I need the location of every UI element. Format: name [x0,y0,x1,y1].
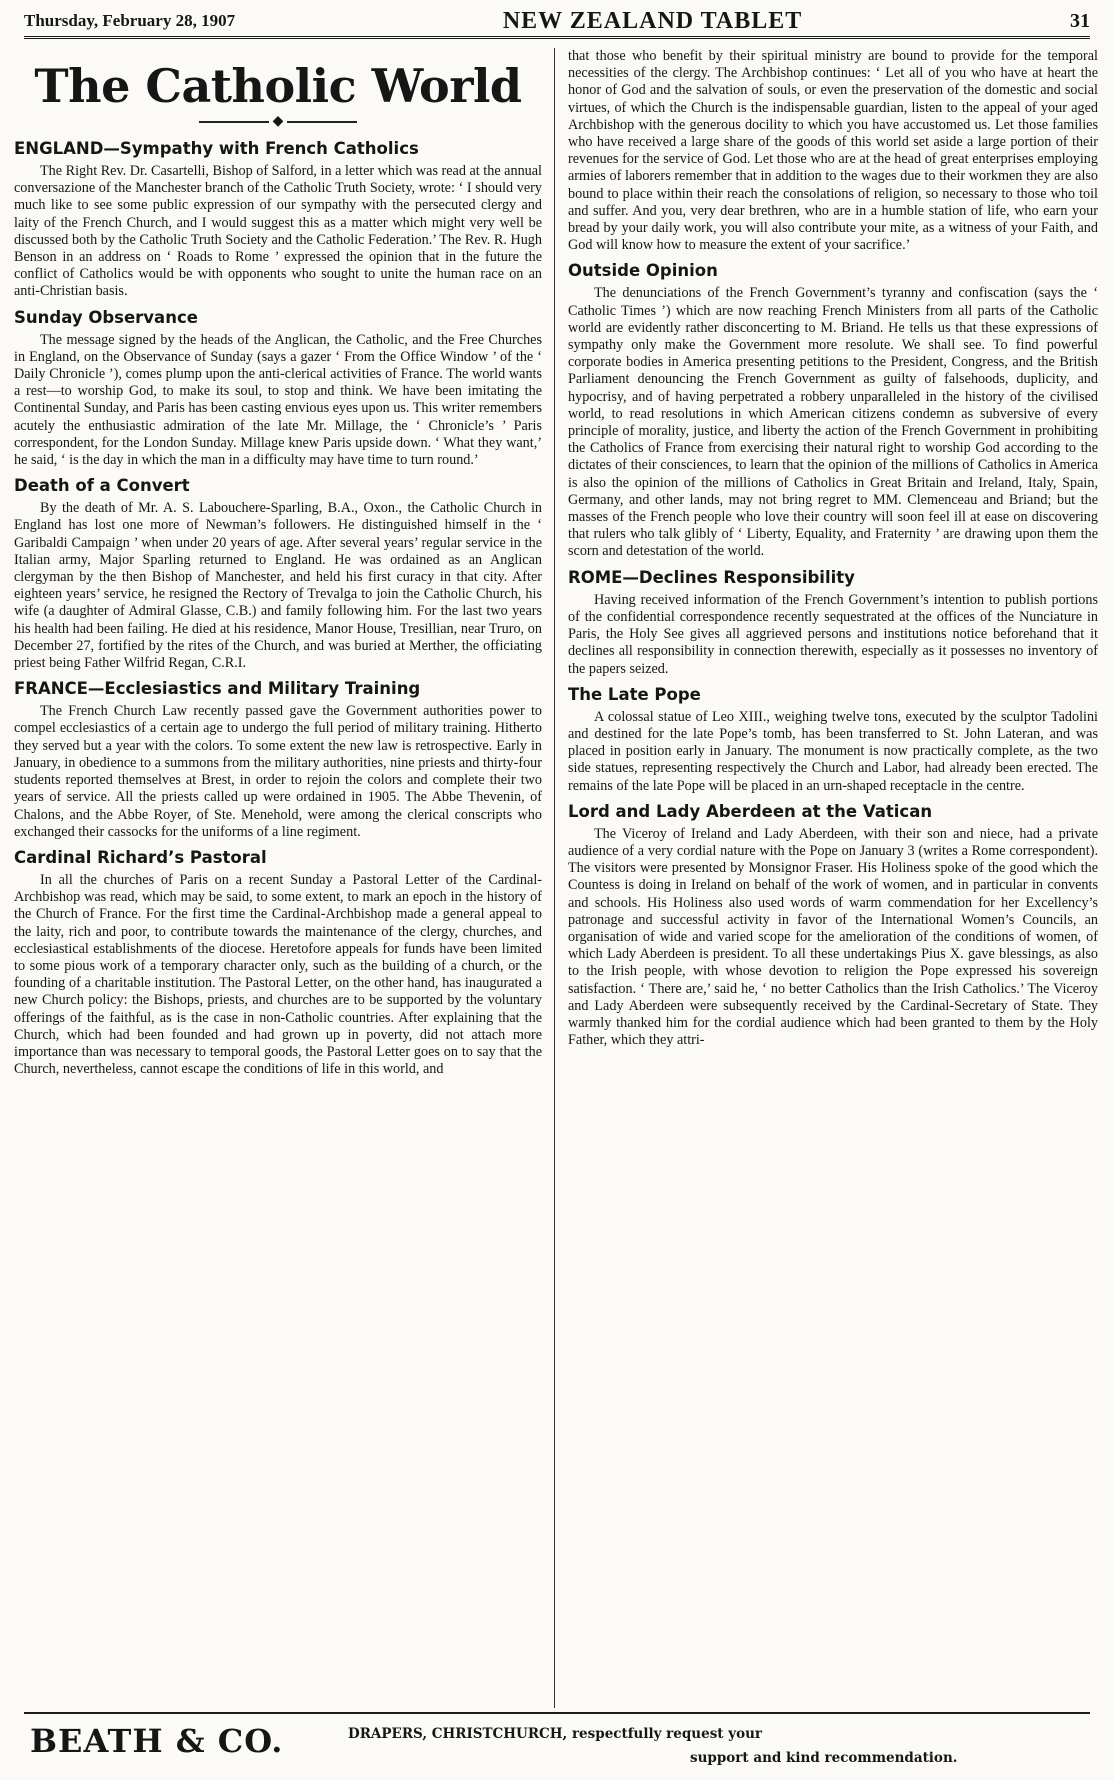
diamond-icon: ◆ [272,114,284,129]
france-body: The French Church Law recently passed gave the Government authorities power to compel ecclesiastics of a certain age to undergo the full period of military training. Hitherto they served but a year with the colors. To some extent the new law is retrospective. Early in January, in obedience to a summons from the military authorities, nine priests and thirty-four students reported themselves at Brest, in order to rejoin the colors and complete their two years of service. All the priests called up were ordained in 1905. The Abbe Thevenin, of Chalons, and the Abbe Royer, of Ste. Menehold, were among the clerical conscripts who exchanged their cassocks for the uniforms of a line regiment. [14,703,542,840]
issue-date: Thursday, February 28, 1907 [24,11,236,30]
late-pope-heading: The Late Pope [568,684,701,704]
advert-line-2: support and kind recommendation. [690,1750,958,1766]
advert-line-1: DRAPERS, CHRISTCHURCH, respectfully request your [348,1726,763,1742]
ornament-rule [199,121,269,123]
page-number: 31 [1070,9,1090,32]
title-ornament [14,114,542,130]
footer-rule [24,1712,1090,1714]
masthead [24,6,1090,39]
france-heading: FRANCE—Ecclesiastics and Military Training [14,679,421,699]
right-column [568,48,1098,1708]
advertisement [30,1722,1090,1774]
england-body: The Right Rev. Dr. Casartelli, Bishop of Salford, in a letter which was read at the annual conversazione of the Manchester branch of the Catholic Truth Society, wrote: ‘ I should very much like to see some public expression of our sympathy with the persecuted clergy and laity of the French Church, and I would suggest this as a matter which might very well be discussed both by the Catholic Truth Society and the Catholic Federation.’ The Rev. R. Hugh Benson in an address on ‘ Roads to Rome ’ expressed the opinion that in the future the conflict of Catholics would be with opponents who sought to unite the human race on an anti-Christian basis. [14,163,542,300]
advertiser-name: BEATH & CO. [30,1722,284,1760]
pastoral-heading: Cardinal Richard’s Pastoral [14,847,267,867]
page-title: The Catholic World [34,59,522,113]
column-divider [554,48,555,1708]
sunday-body: The message signed by the heads of the Anglican, the Catholic, and the Free Churches in England, on the Observance of Sunday (says a gazer ‘ From the Office Window ’ of the ‘ Daily Chronicle ’), comes plump upon the anti-clerical activities of France. The world wants a rest—to worship God, to make its soul, to stop and think. We have been imitating the Continental Sunday, and Paris has been casting envious eyes upon us. This writer remembers acutely the enthusiastic admiration of the late Mr. Millage, the ‘ Chronicle’s ’ Paris correspondent, for the London Sunday. Millage knew Paris upside down. ‘ What they want,’ he said, ‘ is the day in which the man in a difficulty may have time to turn round.’ [14,331,542,469]
outside-opinion-heading: Outside Opinion [568,261,718,281]
rome-heading: ROME—Declines Responsibility [568,567,855,587]
convert-body: By the death of Mr. A. S. Labouchere-Sparling, B.A., Oxon., the Catholic Church in England has lost one more of Newman’s followers. He distinguished himself in the ‘ Garibaldi Campaign ’ when under 20 years of age. After several years’ regular service in the Italian army, Major Sparling returned to England. He was ordained as an Anglican clergyman by the then Bishop of Manchester, and held his first curacy in that city. After eighteen years’ service, he resigned the Rectory of Trevalga to join the Catholic Church, his wife (a daughter of Admiral Glasse, C.B.) and family following him. For the last two years his health had been failing. He died at his residence, Manor House, Tresillian, near Truro, on December 27, fortified by the rites of the Church, and was buried at Merther, the officiating priest being Father Wilfrid Regan, C.R.I. [14,500,542,672]
left-column [14,48,542,1708]
aberdeen-heading: Lord and Lady Aberdeen at the Vatican [568,801,933,821]
pastoral-body: In all the churches of Paris on a recent Sunday a Pastoral Letter of the Cardinal-Archbishop was read, which may be said, to some extent, to mark an epoch in the history of the Church of France. For the first time the Cardinal-Archbishop made a general appeal to the laity, rich and poor, to contribute towards the maintenance of the clergy, churches, and ecclesiastical establishments of the diocese. Heretofore appeals for funds have been limited to some pious work of a temporary character only, such as the building of a church, or the founding of a charitable institution. The Pastoral Letter, on the other hand, has inaugurated a new Church policy: the Bishops, priests, and churches are to be supported by the voluntary offerings of the faithful, as is the case in non-Catholic countries. After explaining that the Church, which had been founded and had grown up in poverty, did not attach more importance than was necessary to temporal goods, the Pastoral Letter goes on to say that the Church, nevertheless, cannot escape the conditions of life in this world, and [14,871,542,1078]
ornament-rule [287,121,357,123]
rome-body: Having received information of the French Government’s intention to publish portions of the confidential correspondence recently sequestrated at the offices of the Nunciature in Paris, the Holy See gives all aggrieved persons and institutions notice beforehand that it declines all responsibility in connection therewith, especially as it possesses no inventory of the papers seized. [568,591,1098,677]
pastoral-continuation: that those who benefit by their spiritual ministry are bound to provide for the temporal necessities of the clergy. The Archbishop continues: ‘ Let all of you who have at heart the honor of God and the salvation of souls, or even the preservation of the domestic and social virtues, of which the Church is the indispensable guardian, listen to the appeal of your aged Archbishop with the generous docility to which you have accustomed us. Let those families who have received a large share of the goods of this world set aside a large portion of their revenues for the service of God. Let those who are at the head of great enterprises employing armies of laborers remember that in addition to the wages due to their workmen they are also bound to place within their reach the consolations of religion, so necessary to those who toil and suffer. And you, very dear brethren, who are in a humble station of life, who earn your bread by your daily work, you will also contribute your mite, as a witness of your Faith, and God will know how to measure the extent of your sacrifice.’ [568,48,1098,254]
outside-opinion-body: The denunciations of the French Government’s tyranny and confiscation (says the ‘ Catholic Times ’) which are now reaching French Ministers from all parts of the Catholic world are evidently rather disconcerting to M. Briand. He tells us that these expressions of sympathy only make the Government more resolute. We shall see. To find powerful corporate bodies in America presenting petitions to the President, Congress, and the British Parliament denouncing the French Government as guilty of falsehoods, duplicity, and hypocrisy, and of having perpetrated a robbery unparalleled in the history of the civilised world, to read resolutions in which American citizens condemn as subversive of every principle of morality, justice, and liberty the action of the French Government in prohibiting the Catholics of France from exercising their natural right to worship God according to the dictates of their consciences, to learn that the opinion of the millions of Catholics in America is also the opinion of the millions of Catholics in Great Britain and Ireland, Italy, Spain, Germany, and other lands, may not bring regret to MM. Clemenceau and Briand; but the masses of the French people who love their country will soon feel ill at ease on discovering that rulers who talk glibly of ‘ Liberty, Equality, and Fraternity ’ are drawing upon them the scorn and detestation of the world. [568,285,1098,560]
england-heading: ENGLAND—Sympathy with French Catholics [14,139,419,158]
aberdeen-body: The Viceroy of Ireland and Lady Aberdeen, with their son and niece, had a private audience of a very cordial nature with the Pope on January 3 (writes a Rome correspondent). The visitors were presented by Monsignor Fraser. His Holiness spoke of the good which the Countess is doing in Ireland on behalf of the work of women, and in particular in convents and schools. His Holiness also used words of warm commendation for her Excellency’s patronage and successful activity in favor of the International Women’s Councils, an organisation of wide and varied scope for the amelioration of the conditions of women, of which Lady Aberdeen is president. To all these undertakings Pius X. gave blessings, as also to the Irish people, with whose devotion to religion the Pope expressed his sovereign satisfaction. ‘ There are,’ said he, ‘ no better Catholics than the Irish Catholics.’ The Viceroy and Lady Aberdeen were subsequently received by the Cardinal-Secretary of State. They warmly thanked him for the cordial audience which had been granted to them by the Holy Father, which they attri- [568,825,1098,1049]
convert-heading: Death of a Convert [14,476,190,496]
sunday-heading: Sunday Observance [14,307,198,327]
newspaper-name: NEW ZEALAND TABLET [502,7,803,34]
late-pope-body: A colossal statue of Leo XIII., weighing twelve tons, executed by the sculptor Tadolini and destined for the late Pope’s tomb, has been transferred to St. John Lateran, and was placed in position early in January. The monument is now practically complete, as the two side statues, representing respectively the Church and Labor, had already been erected. The remains of the late Pope will be placed in an urn-shaped receptacle in the centre. [568,708,1098,794]
